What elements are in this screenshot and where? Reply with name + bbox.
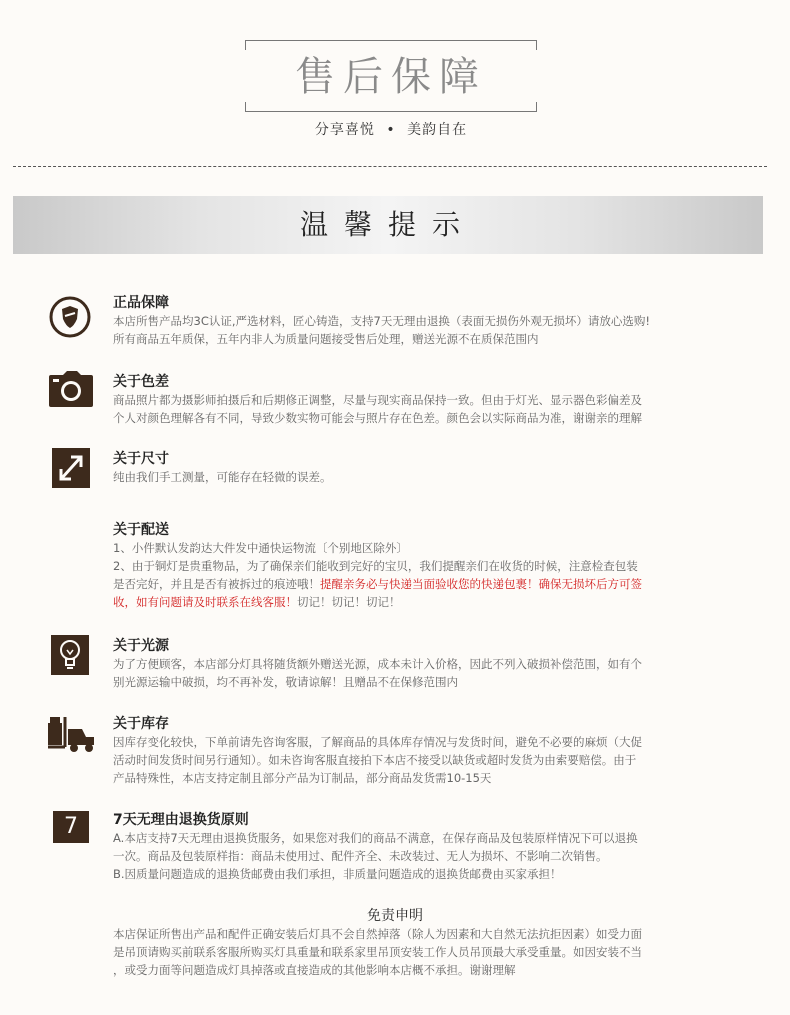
body-line: A.本店支持7天无理由退换货服务，如果您对我们的商品不满意，在保存商品及包装原样情况下可以退换 (113, 831, 638, 845)
body-line: 产品特殊性，本店支持定制且部分产品为订制品，部分商品发货需10-15天 (113, 771, 492, 785)
body-line: 是吊顶请购买前联系客服所购买灯具重量和联系家里吊顶安装工作人员吊顶最大承受重量。如因安装不当 (113, 945, 642, 959)
slogan-dot: • (386, 122, 396, 138)
body-line: 为了方便顾客，本店部分灯具将随货额外赠送光源，成本未计入价格，因此不列入破损补偿范围，如有个 (113, 657, 642, 671)
body-line: 别光源运输中破损，均不再补发，敬请谅解！且赠品不在保修范围内 (113, 675, 458, 689)
disclaimer-body (113, 925, 723, 979)
body-line: 本店所售产品均3C认证,严选材料，匠心铸造，支持7天无理由退换（表面无损伤外观无损坏）请放心选购! (113, 314, 650, 328)
body-line: 2、由于铜灯是贵重物品，为了确保亲们能收到完好的宝贝，我们提醒亲们在收货的时候，注意检查包装 (113, 559, 638, 573)
camera-icon (49, 371, 91, 413)
body-line: 活动时间发货时间另行通知）。如未咨询客服直接拍下本店不接受以缺货或超时发货为由索要赔偿。由于 (113, 753, 637, 767)
section-title: 关于库存 (113, 716, 169, 732)
icon-number: 7 (64, 814, 78, 839)
light-bulb-icon (51, 635, 93, 677)
warning-text: 收，如有问题请及时联系在线客服！ (113, 595, 297, 609)
section-title: 关于尺寸 (113, 451, 169, 467)
body-line: 所有商品五年质保，五年内非人为质量问题接受售后处理，赠送光源不在质保范围内 (113, 332, 539, 346)
body-line: 因库存变化较快，下单前请先咨询客服，了解商品的具体库存情况与发货时间，避免不必要的麻烦（大促 (113, 735, 642, 749)
body-line: 本店保证所售出产品和配件正确安装后灯具不会自然掉落（除人为因素和大自然无法抗拒因素）如受力面 (113, 927, 642, 941)
resize-arrow-icon (52, 448, 94, 490)
body-line (113, 575, 733, 593)
section-body (113, 539, 733, 611)
dashed-divider (13, 166, 767, 167)
section-title: 正品保障 (113, 295, 169, 311)
disclaimer-title: 免责申明 (367, 908, 423, 924)
shield-icon (49, 296, 91, 338)
body-line (113, 593, 733, 611)
body-line: 商品照片都为摄影师拍摄后和后期修正调整，尽量与现实商品保持一致。但由于灯光、显示器色彩偏差及 (113, 393, 642, 407)
section-body (113, 655, 733, 691)
section-title: 关于配送 (113, 522, 169, 538)
slogan (245, 119, 537, 139)
tips-banner (13, 196, 763, 254)
slogan-left: 分享喜悦 (314, 122, 375, 138)
page-title: 售后保障 (295, 54, 487, 100)
reminder-text: 切记！切记！切记！ (297, 595, 401, 609)
section-body (113, 829, 733, 883)
body-line: B.因质量问题造成的退换货邮费由我们承担，非质量问题造成的退换货邮费由买家承担！ (113, 867, 562, 881)
body-line: 一次。商品及包装原样指：商品未使用过、配件齐全、未改装过、无人为损坏、不影响二次销售。 (113, 849, 608, 863)
number-seven-icon (53, 811, 89, 843)
section-body (113, 312, 733, 348)
banner-title: 温馨提示 (299, 208, 476, 241)
body-line: 个人对颜色理解各有不同，导致少数实物可能会与照片存在色差。颜色会以实际商品为准，谢谢亲的理解 (113, 411, 642, 425)
body-line: ，或受力面等问题造成灯具掉落或直接造成的其他影响本店概不承担。谢谢理解 (113, 963, 516, 977)
section-title: 关于光源 (113, 638, 169, 654)
section-body (113, 733, 733, 787)
section-body (113, 391, 733, 427)
section-body (113, 468, 733, 486)
frame-bottom-bracket (245, 102, 537, 112)
section-title: 关于色差 (113, 374, 169, 390)
body-line: 纯由我们手工测量，可能存在轻微的误差。 (113, 470, 332, 484)
body-text: 是否完好，并且是否有被拆过的痕迹哦！ (113, 577, 320, 591)
frame-top-bracket (245, 40, 537, 50)
section-title: 7天无理由退换货原则 (113, 812, 249, 828)
title-frame (245, 40, 537, 112)
body-line: 1、小件默认发韵达大件发中通快运物流〔个别地区除外〕 (113, 541, 408, 555)
warning-text: 提醒亲务必与快递当面验收您的快递包裹！确保无损坏后方可签 (320, 577, 642, 591)
slogan-right: 美韵自在 (407, 122, 468, 138)
forklift-icon (48, 715, 98, 757)
